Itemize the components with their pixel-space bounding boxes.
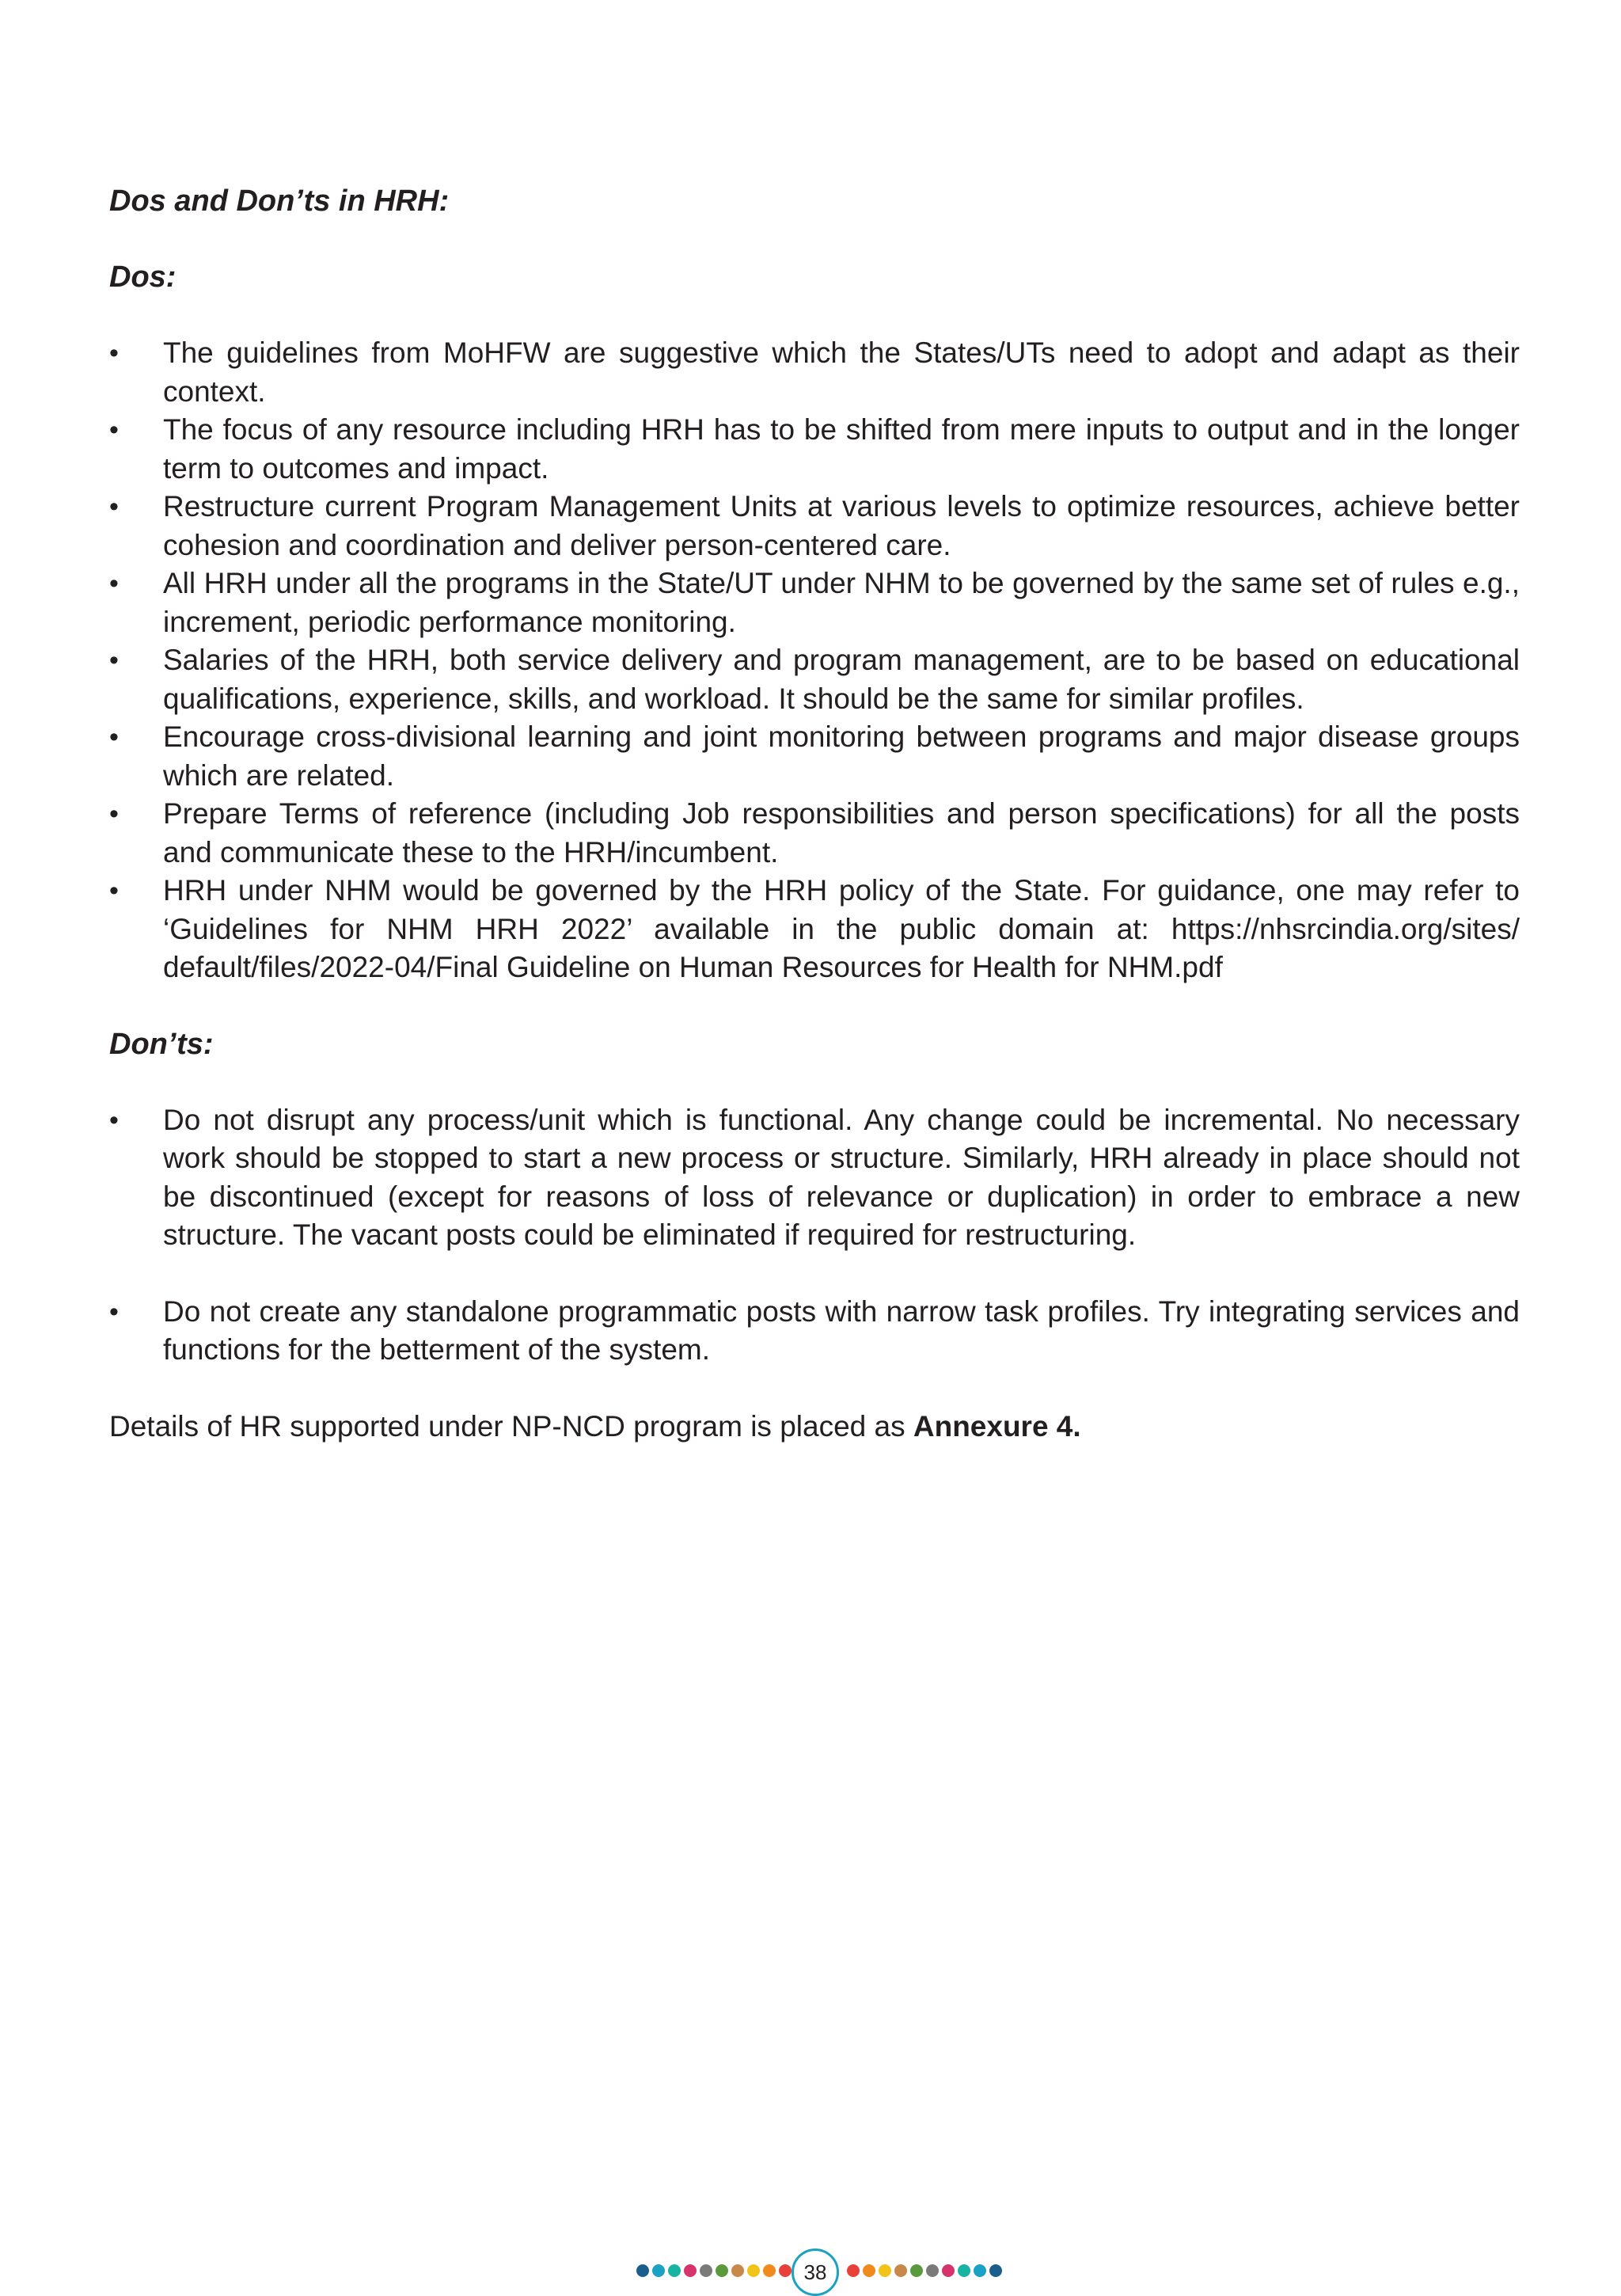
- footer-dot-icon: [684, 2264, 697, 2277]
- footer-dot-icon: [974, 2264, 986, 2277]
- bullet-icon: •: [109, 722, 119, 752]
- document-body: [109, 182, 1520, 1446]
- footer-dots-left: [636, 2264, 792, 2277]
- bullet-icon: •: [109, 1104, 119, 1135]
- list-item: [109, 411, 1520, 488]
- footer-dot-icon: [779, 2264, 792, 2277]
- footer-dot-icon: [747, 2264, 760, 2277]
- footer-dot-icon: [636, 2264, 649, 2277]
- footer-dot-icon: [847, 2264, 860, 2277]
- list-item-text: HRH under NHM would be governed by the HRH policy of the State. For guidance, one may refer to ‘Guidelines for NHM HRH 2022’ available in the public domain at: https://nhsrcindia.org/sites/ default/files/2022-04/Final Guideline on Human Resources for Health for NHM.pdf: [163, 874, 1520, 983]
- dos-list: [109, 334, 1520, 987]
- footer-dot-icon: [942, 2264, 955, 2277]
- list-item-text: Encourage cross-divisional learning and joint monitoring between programs and major disease groups which are related.: [163, 720, 1520, 792]
- list-item: [109, 718, 1520, 795]
- details-text: Details of HR supported under NP-NCD program is placed as: [109, 1409, 913, 1443]
- list-item-text: Do not disrupt any process/unit which is functional. Any change could be incremental. No necessary work should be stopped to start a new process or structure. Similarly, HRH already in place should not be discontinued (except for reasons of loss of relevance or duplication) in order to embrace a new structure. The vacant posts could be eliminated if required for restructuring.: [163, 1103, 1520, 1251]
- footer-dot-icon: [731, 2264, 744, 2277]
- list-item-text: The guidelines from MoHFW are suggestive which the States/UTs need to adopt and adapt as their context.: [163, 336, 1520, 408]
- footer-dot-icon: [700, 2264, 712, 2277]
- footer-dots-right: [847, 2264, 1002, 2277]
- list-item: [109, 488, 1520, 564]
- footer-dot-icon: [879, 2264, 891, 2277]
- page-number: 38: [792, 2248, 839, 2296]
- footer-dot-icon: [668, 2264, 681, 2277]
- donts-heading: Don’ts:: [109, 1027, 214, 1061]
- bullet-icon: •: [109, 1296, 119, 1327]
- list-item: [109, 334, 1520, 411]
- donts-list: [109, 1101, 1520, 1370]
- dos-heading: Dos:: [109, 260, 177, 294]
- footer-dot-icon: [763, 2264, 776, 2277]
- bullet-icon: •: [109, 645, 119, 675]
- annexure-reference: Annexure 4.: [913, 1409, 1081, 1443]
- bullet-icon: •: [109, 876, 119, 906]
- footer-dot-icon: [958, 2264, 970, 2277]
- list-item: [109, 564, 1520, 641]
- footer-dot-icon: [894, 2264, 907, 2277]
- list-item: [109, 872, 1520, 987]
- footer-dot-icon: [989, 2264, 1002, 2277]
- bullet-icon: •: [109, 568, 119, 599]
- footer-dot-icon: [910, 2264, 923, 2277]
- list-item: [109, 641, 1520, 718]
- list-item: [109, 795, 1520, 872]
- list-item-text: Prepare Terms of reference (including Job responsibilities and person specifications) for all the posts and communicate these to the HRH/incumbent.: [163, 797, 1520, 869]
- footer-dot-icon: [863, 2264, 875, 2277]
- footer-dot-icon: [652, 2264, 665, 2277]
- bullet-icon: •: [109, 799, 119, 829]
- list-item-text: All HRH under all the programs in the State/UT under NHM to be governed by the same set of rules e.g., increment, periodic performance monitoring.: [163, 567, 1520, 638]
- section-title: Dos and Don’ts in HRH:: [109, 184, 450, 218]
- list-item-text: The focus of any resource including HRH has to be shifted from mere inputs to output and in the longer term to outcomes and impact.: [163, 413, 1520, 485]
- details-paragraph: [109, 1408, 1520, 1446]
- bullet-icon: •: [109, 338, 119, 368]
- list-item: [109, 1101, 1520, 1255]
- list-item-text: Salaries of the HRH, both service delivery and program management, are to be based on educational qualifications, experience, skills, and workload. It should be the same for similar profiles.: [163, 644, 1520, 715]
- bullet-icon: •: [109, 492, 119, 522]
- list-item: [109, 1293, 1520, 1370]
- page-footer: [0, 2248, 1621, 2296]
- bullet-icon: •: [109, 415, 119, 445]
- footer-dot-icon: [926, 2264, 939, 2277]
- footer-dot-icon: [716, 2264, 728, 2277]
- list-item-text: Do not create any standalone programmatic posts with narrow task profiles. Try integrating services and functions for the betterment of the system.: [163, 1294, 1520, 1366]
- list-item-text: Restructure current Program Management Units at various levels to optimize resources, achieve better cohesion and coordination and deliver person-centered care.: [163, 490, 1520, 561]
